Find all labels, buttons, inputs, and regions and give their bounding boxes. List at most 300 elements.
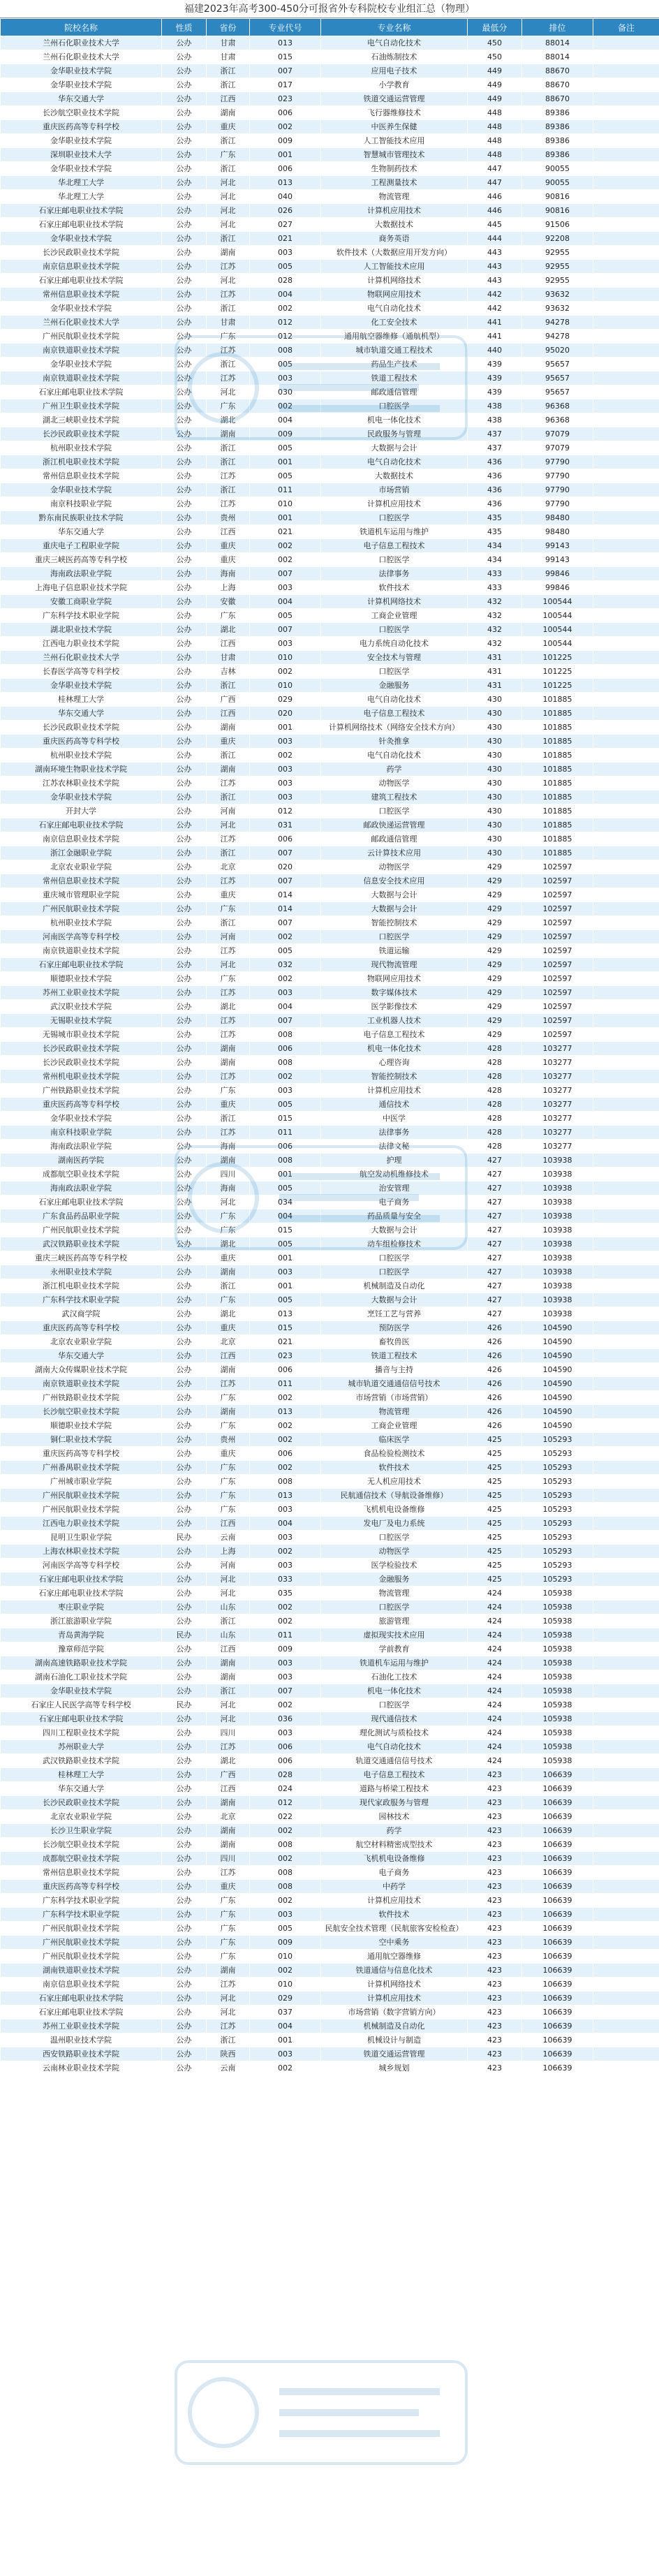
cell-nature: 公办 bbox=[162, 1307, 207, 1321]
cell-min-score: 423 bbox=[468, 1908, 522, 1922]
cell-province: 广东 bbox=[207, 1894, 250, 1908]
cell-school: 重庆城市管理职业学院 bbox=[1, 888, 162, 902]
cell-rank: 94278 bbox=[522, 330, 593, 344]
cell-province: 浙江 bbox=[207, 455, 250, 469]
cell-note bbox=[593, 930, 659, 944]
table-row bbox=[1, 1852, 659, 1866]
cell-note bbox=[593, 1614, 659, 1628]
table-row bbox=[1, 1559, 659, 1573]
cell-major-code: 009 bbox=[250, 1642, 321, 1656]
cell-nature: 公办 bbox=[162, 721, 207, 735]
cell-school: 常州信息职业技术学院 bbox=[1, 469, 162, 483]
cell-nature: 公办 bbox=[162, 64, 207, 78]
cell-school: 顺德职业技术学院 bbox=[1, 1419, 162, 1433]
cell-note bbox=[593, 1824, 659, 1838]
cell-province: 江西 bbox=[207, 1782, 250, 1796]
cell-province: 广东 bbox=[207, 1950, 250, 1964]
cell-major-name: 电子信息工程技术 bbox=[321, 539, 468, 553]
cell-major-code: 013 bbox=[250, 1405, 321, 1419]
cell-province: 浙江 bbox=[207, 1614, 250, 1628]
cell-school: 华东交通大学 bbox=[1, 707, 162, 721]
cell-min-score: 428 bbox=[468, 1140, 522, 1154]
cell-major-name: 心理咨询 bbox=[321, 1056, 468, 1070]
cell-province: 广东 bbox=[207, 1223, 250, 1237]
cell-major-code: 008 bbox=[250, 1866, 321, 1880]
cell-min-score: 427 bbox=[468, 1307, 522, 1321]
cell-major-name: 口腔医学 bbox=[321, 511, 468, 525]
cell-rank: 106639 bbox=[522, 1936, 593, 1950]
cell-major-code: 021 bbox=[250, 232, 321, 246]
cell-major-name: 法律事务 bbox=[321, 1126, 468, 1140]
cell-province: 安徽 bbox=[207, 595, 250, 609]
cell-min-score: 432 bbox=[468, 609, 522, 623]
table-row bbox=[1, 92, 659, 106]
cell-rank: 105938 bbox=[522, 1712, 593, 1726]
cell-min-score: 424 bbox=[468, 1642, 522, 1656]
cell-major-name: 口腔医学 bbox=[321, 665, 468, 679]
cell-min-score: 429 bbox=[468, 986, 522, 1000]
cell-province: 河南 bbox=[207, 1559, 250, 1573]
cell-note bbox=[593, 1978, 659, 1992]
cell-school: 青岛黄海学院 bbox=[1, 1628, 162, 1642]
cell-school: 成都航空职业技术学院 bbox=[1, 1852, 162, 1866]
cell-province: 湖北 bbox=[207, 1237, 250, 1251]
cell-province: 河北 bbox=[207, 958, 250, 972]
cell-major-code: 003 bbox=[250, 246, 321, 260]
cell-province: 湖北 bbox=[207, 1000, 250, 1014]
cell-min-score: 443 bbox=[468, 260, 522, 274]
cell-note bbox=[593, 790, 659, 804]
cell-major-code: 001 bbox=[250, 148, 321, 162]
cell-nature: 公办 bbox=[162, 358, 207, 371]
cell-min-score: 425 bbox=[468, 1545, 522, 1559]
cell-major-name: 电气自动化技术 bbox=[321, 302, 468, 316]
cell-min-score: 425 bbox=[468, 1573, 522, 1587]
cell-province: 湖南 bbox=[207, 721, 250, 735]
cell-province: 湖南 bbox=[207, 1824, 250, 1838]
cell-note bbox=[593, 1098, 659, 1112]
cell-nature: 公办 bbox=[162, 804, 207, 818]
cell-major-name: 云计算技术应用 bbox=[321, 846, 468, 860]
cell-province: 河北 bbox=[207, 1712, 250, 1726]
cell-school: 金华职业技术学院 bbox=[1, 64, 162, 78]
table-row bbox=[1, 1810, 659, 1824]
cell-note bbox=[593, 1503, 659, 1517]
cell-rank: 105938 bbox=[522, 1726, 593, 1740]
cell-note bbox=[593, 190, 659, 204]
cell-min-score: 436 bbox=[468, 469, 522, 483]
cell-school: 石家庄邮电职业技术学院 bbox=[1, 1992, 162, 2005]
cell-note bbox=[593, 986, 659, 1000]
cell-nature: 公办 bbox=[162, 1517, 207, 1531]
table-row bbox=[1, 1237, 659, 1251]
cell-major-name: 邮政通信管理 bbox=[321, 832, 468, 846]
cell-school: 石家庄邮电职业技术学院 bbox=[1, 274, 162, 288]
cell-nature: 公办 bbox=[162, 1489, 207, 1503]
cell-rank: 95020 bbox=[522, 344, 593, 358]
cell-school: 华北理工大学 bbox=[1, 190, 162, 204]
cell-province: 广东 bbox=[207, 148, 250, 162]
cell-note bbox=[593, 651, 659, 665]
cell-note bbox=[593, 665, 659, 679]
cell-major-code: 034 bbox=[250, 1195, 321, 1209]
cell-province: 广东 bbox=[207, 1489, 250, 1503]
cell-province: 海南 bbox=[207, 567, 250, 581]
cell-note bbox=[593, 902, 659, 916]
cell-note bbox=[593, 860, 659, 874]
cell-province: 浙江 bbox=[207, 679, 250, 693]
cell-major-name: 软件技术 bbox=[321, 1908, 468, 1922]
cell-min-score: 423 bbox=[468, 2005, 522, 2019]
cell-min-score: 436 bbox=[468, 455, 522, 469]
cell-province: 河南 bbox=[207, 804, 250, 818]
cell-rank: 105293 bbox=[522, 1433, 593, 1447]
cell-major-name: 计算机应用技术 bbox=[321, 204, 468, 218]
cell-min-score: 426 bbox=[468, 1419, 522, 1433]
table-row bbox=[1, 1684, 659, 1698]
cell-major-code: 003 bbox=[250, 986, 321, 1000]
cell-min-score: 425 bbox=[468, 1503, 522, 1517]
cell-rank: 102597 bbox=[522, 874, 593, 888]
cell-min-score: 430 bbox=[468, 832, 522, 846]
cell-rank: 104590 bbox=[522, 1321, 593, 1335]
cell-major-name: 物流管理 bbox=[321, 1587, 468, 1600]
cell-min-score: 449 bbox=[468, 64, 522, 78]
cell-nature: 公办 bbox=[162, 204, 207, 218]
cell-note bbox=[593, 777, 659, 790]
cell-major-code: 014 bbox=[250, 902, 321, 916]
cell-school: 石家庄邮电职业技术学院 bbox=[1, 2005, 162, 2019]
table-row bbox=[1, 1140, 659, 1154]
cell-note bbox=[593, 1670, 659, 1684]
cell-school: 重庆医药高等专科学校 bbox=[1, 1880, 162, 1894]
cell-note bbox=[593, 1796, 659, 1810]
cell-province: 浙江 bbox=[207, 483, 250, 497]
cell-min-score: 423 bbox=[468, 1936, 522, 1950]
cell-school: 广州城市职业学院 bbox=[1, 1475, 162, 1489]
cell-major-name: 物流管理 bbox=[321, 190, 468, 204]
cell-nature: 公办 bbox=[162, 455, 207, 469]
cell-school: 上海电子信息职业技术学院 bbox=[1, 581, 162, 595]
cell-major-code: 009 bbox=[250, 427, 321, 441]
cell-major-name: 临床医学 bbox=[321, 1433, 468, 1447]
table-row bbox=[1, 721, 659, 735]
cell-rank: 103938 bbox=[522, 1168, 593, 1182]
cell-rank: 103938 bbox=[522, 1223, 593, 1237]
cell-major-code: 012 bbox=[250, 316, 321, 330]
cell-major-code: 002 bbox=[250, 1852, 321, 1866]
cell-school: 金华职业技术学院 bbox=[1, 790, 162, 804]
cell-school: 江西电力职业技术学院 bbox=[1, 637, 162, 651]
table-row bbox=[1, 1866, 659, 1880]
cell-min-score: 429 bbox=[468, 972, 522, 986]
cell-major-code: 032 bbox=[250, 958, 321, 972]
cell-major-name: 机电一体化技术 bbox=[321, 1684, 468, 1698]
cell-school: 长沙民政职业技术学院 bbox=[1, 1056, 162, 1070]
cell-major-name: 大数据技术 bbox=[321, 218, 468, 232]
cell-major-code: 003 bbox=[250, 777, 321, 790]
cell-note bbox=[593, 804, 659, 818]
cell-note bbox=[593, 1600, 659, 1614]
cell-note bbox=[593, 1810, 659, 1824]
cell-major-code: 001 bbox=[250, 1279, 321, 1293]
cell-major-name: 物联网应用技术 bbox=[321, 288, 468, 302]
cell-min-score: 429 bbox=[468, 958, 522, 972]
table-row bbox=[1, 665, 659, 679]
cell-major-code: 007 bbox=[250, 846, 321, 860]
cell-province: 江苏 bbox=[207, 944, 250, 958]
cell-rank: 105293 bbox=[522, 1447, 593, 1461]
cell-min-score: 430 bbox=[468, 707, 522, 721]
table-row bbox=[1, 204, 659, 218]
cell-min-score: 426 bbox=[468, 1377, 522, 1391]
cell-rank: 92955 bbox=[522, 246, 593, 260]
cell-nature: 公办 bbox=[162, 1642, 207, 1656]
cell-nature: 公办 bbox=[162, 1712, 207, 1726]
cell-school: 石家庄邮电职业技术学院 bbox=[1, 1195, 162, 1209]
cell-nature: 公办 bbox=[162, 1936, 207, 1950]
table-row bbox=[1, 1992, 659, 2005]
cell-note bbox=[593, 1866, 659, 1880]
cell-school: 广州民航职业技术学院 bbox=[1, 1489, 162, 1503]
cell-province: 重庆 bbox=[207, 553, 250, 567]
cell-major-code: 026 bbox=[250, 204, 321, 218]
cell-nature: 公办 bbox=[162, 902, 207, 916]
cell-note bbox=[593, 441, 659, 455]
cell-min-score: 423 bbox=[468, 2033, 522, 2047]
cell-school: 广东科学技术职业学院 bbox=[1, 1894, 162, 1908]
table-body bbox=[1, 36, 659, 2075]
cell-province: 广东 bbox=[207, 1475, 250, 1489]
table-row bbox=[1, 1489, 659, 1503]
cell-major-code: 040 bbox=[250, 190, 321, 204]
cell-min-score: 423 bbox=[468, 1964, 522, 1978]
cell-rank: 106639 bbox=[522, 2019, 593, 2033]
cell-major-name: 学前教育 bbox=[321, 1642, 468, 1656]
cell-school: 开封大学 bbox=[1, 804, 162, 818]
cell-note bbox=[593, 972, 659, 986]
cell-note bbox=[593, 595, 659, 609]
cell-major-name: 通用航空器维修（通航机型） bbox=[321, 330, 468, 344]
cell-min-score: 426 bbox=[468, 1391, 522, 1405]
cell-note bbox=[593, 1363, 659, 1377]
cell-major-code: 003 bbox=[250, 1084, 321, 1098]
cell-school: 石家庄邮电职业技术学院 bbox=[1, 385, 162, 399]
cell-major-name: 现代物流管理 bbox=[321, 958, 468, 972]
cell-note bbox=[593, 818, 659, 832]
cell-min-score: 448 bbox=[468, 148, 522, 162]
table-row bbox=[1, 777, 659, 790]
cell-min-score: 425 bbox=[468, 1461, 522, 1475]
cell-school: 无锡职业技术学院 bbox=[1, 1014, 162, 1028]
cell-min-score: 426 bbox=[468, 1349, 522, 1363]
cell-major-code: 004 bbox=[250, 1517, 321, 1531]
cell-province: 湖南 bbox=[207, 1265, 250, 1279]
cell-min-score: 428 bbox=[468, 1084, 522, 1098]
cell-rank: 105938 bbox=[522, 1754, 593, 1768]
cell-major-name: 护理 bbox=[321, 1154, 468, 1168]
cell-note bbox=[593, 1894, 659, 1908]
cell-province: 湖南 bbox=[207, 1670, 250, 1684]
cell-major-name: 航空材料精密成型技术 bbox=[321, 1838, 468, 1852]
cell-rank: 105938 bbox=[522, 1656, 593, 1670]
cell-nature: 公办 bbox=[162, 1475, 207, 1489]
cell-rank: 100544 bbox=[522, 637, 593, 651]
cell-nature: 民办 bbox=[162, 1698, 207, 1712]
cell-major-name: 计算机应用技术 bbox=[321, 1992, 468, 2005]
cell-note bbox=[593, 274, 659, 288]
cell-school: 成都航空职业技术学院 bbox=[1, 1168, 162, 1182]
table-row bbox=[1, 1070, 659, 1084]
cell-major-name: 机电一体化技术 bbox=[321, 413, 468, 427]
cell-major-code: 011 bbox=[250, 1126, 321, 1140]
cell-rank: 97790 bbox=[522, 497, 593, 511]
cell-note bbox=[593, 134, 659, 148]
cell-note bbox=[593, 1251, 659, 1265]
table-row bbox=[1, 1894, 659, 1908]
cell-rank: 105293 bbox=[522, 1573, 593, 1587]
header-rank: 排位 bbox=[522, 19, 593, 36]
cell-rank: 104590 bbox=[522, 1419, 593, 1433]
cell-province: 广东 bbox=[207, 1503, 250, 1517]
table-row bbox=[1, 707, 659, 721]
cell-school: 无锡城市职业技术学院 bbox=[1, 1028, 162, 1042]
cell-min-score: 441 bbox=[468, 330, 522, 344]
cell-note bbox=[593, 539, 659, 553]
cell-rank: 98480 bbox=[522, 511, 593, 525]
cell-major-code: 010 bbox=[250, 497, 321, 511]
cell-note bbox=[593, 2061, 659, 2075]
table-row bbox=[1, 1656, 659, 1670]
table-row bbox=[1, 525, 659, 539]
cell-rank: 106639 bbox=[522, 1922, 593, 1936]
cell-nature: 公办 bbox=[162, 1363, 207, 1377]
cell-min-score: 427 bbox=[468, 1154, 522, 1168]
cell-nature: 公办 bbox=[162, 1279, 207, 1293]
cell-rank: 91506 bbox=[522, 218, 593, 232]
cell-min-score: 424 bbox=[468, 1670, 522, 1684]
cell-major-code: 005 bbox=[250, 441, 321, 455]
cell-major-code: 024 bbox=[250, 1782, 321, 1796]
cell-province: 湖南 bbox=[207, 106, 250, 120]
cell-min-score: 429 bbox=[468, 888, 522, 902]
cell-nature: 公办 bbox=[162, 1656, 207, 1670]
cell-min-score: 428 bbox=[468, 1098, 522, 1112]
cell-province: 湖南 bbox=[207, 1154, 250, 1168]
cell-major-name: 空中乘务 bbox=[321, 1936, 468, 1950]
cell-province: 河北 bbox=[207, 1573, 250, 1587]
cell-rank: 101885 bbox=[522, 693, 593, 707]
header-major-code: 专业代号 bbox=[250, 19, 321, 36]
cell-min-score: 430 bbox=[468, 693, 522, 707]
cell-province: 江苏 bbox=[207, 1866, 250, 1880]
cell-note bbox=[593, 888, 659, 902]
table-row bbox=[1, 497, 659, 511]
cell-major-name: 化工安全技术 bbox=[321, 316, 468, 330]
cell-major-code: 002 bbox=[250, 120, 321, 134]
cell-province: 江苏 bbox=[207, 874, 250, 888]
cell-province: 北京 bbox=[207, 1335, 250, 1349]
cell-rank: 106639 bbox=[522, 1992, 593, 2005]
cell-major-code: 021 bbox=[250, 1335, 321, 1349]
cell-major-code: 023 bbox=[250, 1349, 321, 1363]
cell-note bbox=[593, 1726, 659, 1740]
cell-min-score: 426 bbox=[468, 1405, 522, 1419]
cell-note bbox=[593, 944, 659, 958]
table-row bbox=[1, 1168, 659, 1182]
cell-nature: 公办 bbox=[162, 1614, 207, 1628]
table-row bbox=[1, 190, 659, 204]
cell-province: 浙江 bbox=[207, 441, 250, 455]
cell-min-score: 423 bbox=[468, 1894, 522, 1908]
cell-min-score: 424 bbox=[468, 1614, 522, 1628]
cell-nature: 公办 bbox=[162, 1251, 207, 1265]
cell-major-name: 中医养生保健 bbox=[321, 120, 468, 134]
cell-min-score: 430 bbox=[468, 763, 522, 777]
cell-province: 广东 bbox=[207, 1209, 250, 1223]
cell-school: 安徽工商职业学院 bbox=[1, 595, 162, 609]
cell-major-code: 004 bbox=[250, 1209, 321, 1223]
header-note: 备注 bbox=[593, 19, 659, 36]
cell-rank: 92955 bbox=[522, 260, 593, 274]
cell-major-name: 市场营销（数字营销方向） bbox=[321, 2005, 468, 2019]
cell-province: 江西 bbox=[207, 1349, 250, 1363]
table-row bbox=[1, 1628, 659, 1642]
cell-rank: 92955 bbox=[522, 274, 593, 288]
cell-major-name: 通信技术 bbox=[321, 1098, 468, 1112]
cell-province: 浙江 bbox=[207, 1279, 250, 1293]
cell-note bbox=[593, 525, 659, 539]
cell-rank: 106639 bbox=[522, 1768, 593, 1782]
cell-school: 兰州石化职业技术大学 bbox=[1, 50, 162, 64]
table-row bbox=[1, 274, 659, 288]
cell-major-code: 028 bbox=[250, 274, 321, 288]
cell-nature: 公办 bbox=[162, 106, 207, 120]
cell-major-code: 003 bbox=[250, 637, 321, 651]
table-row bbox=[1, 609, 659, 623]
cell-min-score: 429 bbox=[468, 930, 522, 944]
cell-note bbox=[593, 1922, 659, 1936]
table-row bbox=[1, 120, 659, 134]
cell-rank: 103938 bbox=[522, 1154, 593, 1168]
cell-rank: 102597 bbox=[522, 1000, 593, 1014]
cell-note bbox=[593, 204, 659, 218]
cell-min-score: 436 bbox=[468, 497, 522, 511]
cell-school: 浙江旅游职业学院 bbox=[1, 1614, 162, 1628]
cell-note bbox=[593, 707, 659, 721]
cell-note bbox=[593, 1531, 659, 1545]
cell-province: 湖南 bbox=[207, 1363, 250, 1377]
cell-province: 湖南 bbox=[207, 1964, 250, 1978]
cell-rank: 98480 bbox=[522, 525, 593, 539]
cell-school: 浙江机电职业技术学院 bbox=[1, 455, 162, 469]
table-row bbox=[1, 1922, 659, 1936]
cell-note bbox=[593, 385, 659, 399]
cell-major-name: 铁道工程技术 bbox=[321, 1349, 468, 1363]
cell-province: 海南 bbox=[207, 1182, 250, 1195]
cell-rank: 103938 bbox=[522, 1279, 593, 1293]
cell-min-score: 440 bbox=[468, 344, 522, 358]
table-row bbox=[1, 162, 659, 176]
cell-province: 山东 bbox=[207, 1600, 250, 1614]
cell-province: 上海 bbox=[207, 581, 250, 595]
cell-min-score: 437 bbox=[468, 427, 522, 441]
table-row bbox=[1, 455, 659, 469]
cell-nature: 公办 bbox=[162, 469, 207, 483]
cell-school: 金华职业技术学院 bbox=[1, 679, 162, 693]
cell-min-score: 430 bbox=[468, 804, 522, 818]
cell-major-code: 002 bbox=[250, 1419, 321, 1433]
